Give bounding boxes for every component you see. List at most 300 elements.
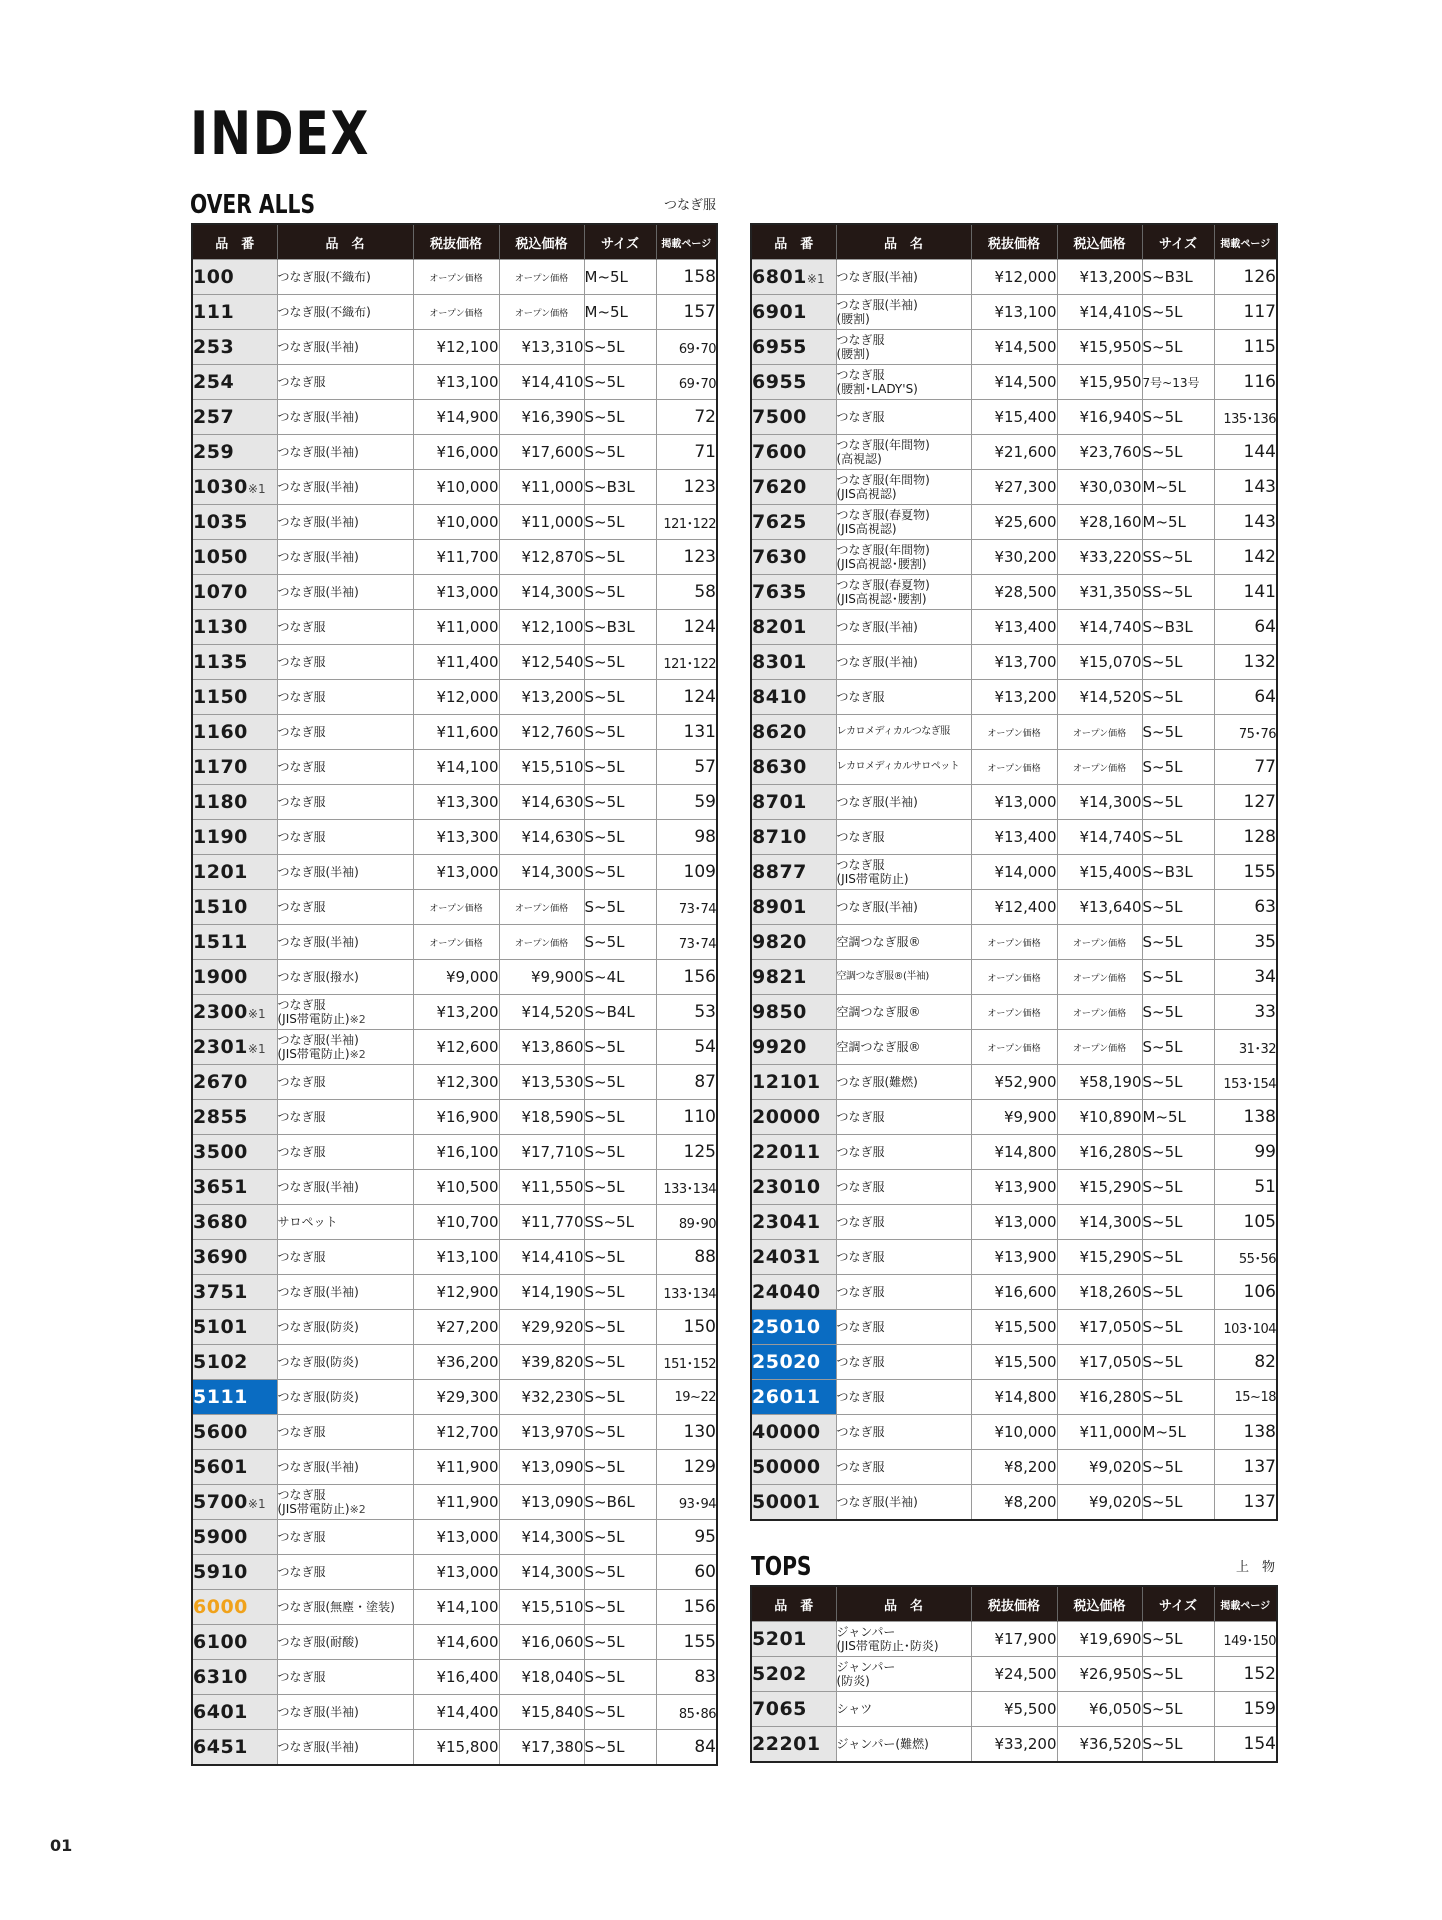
product-code: 5201 bbox=[752, 1628, 807, 1650]
size-range: S~5L bbox=[1142, 680, 1214, 715]
product-code-cell bbox=[192, 995, 277, 1030]
price-in-tax: ¥14,300 bbox=[1057, 1205, 1142, 1240]
product-code-cell bbox=[751, 610, 836, 645]
price-in-tax: ¥29,920 bbox=[499, 1310, 584, 1345]
table-row bbox=[751, 1100, 1277, 1135]
product-code: 22201 bbox=[752, 1733, 821, 1755]
price-in-tax: オープン価格 bbox=[1057, 925, 1142, 960]
price-ex-tax: ¥13,100 bbox=[413, 1240, 499, 1275]
price-in-tax: ¥14,190 bbox=[499, 1275, 584, 1310]
price-in-tax: ¥32,230 bbox=[499, 1380, 584, 1415]
product-name-cell bbox=[836, 610, 971, 645]
price-in-tax: ¥15,950 bbox=[1057, 365, 1142, 400]
product-name-cell bbox=[277, 330, 413, 365]
size-range: SS~5L bbox=[584, 1205, 656, 1240]
product-name-cell bbox=[277, 435, 413, 470]
size-range: M~5L bbox=[1142, 470, 1214, 505]
product-name-cell bbox=[836, 1275, 971, 1310]
product-code-cell bbox=[751, 750, 836, 785]
table-row bbox=[192, 540, 717, 575]
product-name-cell bbox=[277, 1380, 413, 1415]
product-name-cell bbox=[277, 400, 413, 435]
product-name: つなぎ服(半袖) bbox=[277, 515, 359, 529]
product-name: つなぎ服 bbox=[277, 900, 326, 914]
price-in-tax: ¥13,860 bbox=[499, 1030, 584, 1065]
size-range: S~5L bbox=[1142, 645, 1214, 680]
product-name-cell bbox=[277, 1625, 413, 1660]
price-in-tax: ¥36,520 bbox=[1057, 1727, 1142, 1763]
catalog-page: 157 bbox=[656, 295, 717, 330]
price-ex-tax: ¥13,400 bbox=[971, 610, 1057, 645]
product-name: つなぎ服(半袖) bbox=[277, 340, 359, 354]
product-code-cell bbox=[192, 925, 277, 960]
overalls-section-subtitle: つなぎ服 bbox=[664, 198, 717, 213]
product-code: 111 bbox=[193, 301, 235, 323]
price-ex-tax: オープン価格 bbox=[971, 995, 1057, 1030]
product-name: 空調つなぎ服® bbox=[836, 1005, 921, 1019]
table-row bbox=[751, 785, 1277, 820]
product-code-cell bbox=[751, 1345, 836, 1380]
size-range: S~5L bbox=[1142, 925, 1214, 960]
price-ex-tax: ¥15,500 bbox=[971, 1310, 1057, 1345]
size-range: S~5L bbox=[584, 575, 656, 610]
product-code: 257 bbox=[193, 406, 235, 428]
table-row bbox=[192, 1695, 717, 1730]
catalog-page: 34 bbox=[1214, 960, 1277, 995]
price-ex-tax: ¥14,500 bbox=[971, 330, 1057, 365]
product-name-cell bbox=[836, 470, 971, 505]
table-row bbox=[192, 1555, 717, 1590]
product-name: つなぎ服 bbox=[277, 375, 326, 389]
product-code-cell bbox=[192, 1555, 277, 1590]
header-name: 品 名 bbox=[836, 224, 971, 260]
product-name: つなぎ服 bbox=[836, 1145, 885, 1159]
size-range: S~5L bbox=[584, 925, 656, 960]
product-code: 1900 bbox=[193, 966, 248, 988]
product-name-cell bbox=[277, 715, 413, 750]
product-name-cell bbox=[277, 470, 413, 505]
table-row bbox=[751, 855, 1277, 890]
price-ex-tax: オープン価格 bbox=[413, 260, 499, 295]
catalog-page: 99 bbox=[1214, 1135, 1277, 1170]
catalog-page: 141 bbox=[1214, 575, 1277, 610]
product-name: つなぎ服 bbox=[277, 725, 326, 739]
size-range: S~5L bbox=[584, 1275, 656, 1310]
product-code: 6401 bbox=[193, 1701, 248, 1723]
catalog-page: 84 bbox=[656, 1730, 717, 1766]
product-code: 1050 bbox=[193, 546, 248, 568]
product-name: つなぎ服(不織布) bbox=[277, 270, 371, 284]
product-name-cell bbox=[277, 575, 413, 610]
product-code: 8877 bbox=[752, 861, 807, 883]
product-name-detail: (高視認) bbox=[836, 452, 882, 466]
product-code-cell bbox=[192, 785, 277, 820]
price-ex-tax: ¥13,000 bbox=[971, 785, 1057, 820]
product-code-cell bbox=[192, 750, 277, 785]
price-in-tax: ¥30,030 bbox=[1057, 470, 1142, 505]
catalog-page: 103･104 bbox=[1214, 1310, 1277, 1345]
header-price-ex: 税抜価格 bbox=[413, 224, 499, 260]
product-name: つなぎ服(半袖) bbox=[277, 1032, 359, 1047]
product-name-line2 bbox=[837, 382, 971, 396]
product-name-cell bbox=[277, 645, 413, 680]
product-code: 5101 bbox=[193, 1316, 248, 1338]
product-code: 1160 bbox=[193, 721, 248, 743]
size-range: M~5L bbox=[1142, 505, 1214, 540]
price-in-tax: ¥13,090 bbox=[499, 1450, 584, 1485]
table-row bbox=[192, 1450, 717, 1485]
product-name: つなぎ服 bbox=[836, 410, 885, 424]
price-in-tax: オープン価格 bbox=[499, 260, 584, 295]
table-header-row bbox=[751, 224, 1277, 260]
product-code-cell bbox=[751, 330, 836, 365]
product-name-cell bbox=[836, 960, 971, 995]
size-range: S~5L bbox=[1142, 1692, 1214, 1727]
price-ex-tax: ¥12,700 bbox=[413, 1415, 499, 1450]
price-ex-tax: ¥14,500 bbox=[971, 365, 1057, 400]
table-row bbox=[751, 505, 1277, 540]
product-code: 100 bbox=[193, 266, 235, 288]
product-name: サロペット bbox=[277, 1215, 338, 1229]
product-name-cell bbox=[277, 1170, 413, 1205]
price-ex-tax: ¥10,000 bbox=[413, 470, 499, 505]
price-in-tax: ¥17,600 bbox=[499, 435, 584, 470]
catalog-page: 93･94 bbox=[656, 1485, 717, 1520]
price-ex-tax: オープン価格 bbox=[971, 925, 1057, 960]
header-price-ex: 税抜価格 bbox=[971, 224, 1057, 260]
table-row bbox=[192, 1380, 717, 1415]
product-name-cell bbox=[836, 1310, 971, 1345]
product-code-cell bbox=[192, 645, 277, 680]
price-ex-tax: オープン価格 bbox=[971, 750, 1057, 785]
product-name-detail: (腰割) bbox=[836, 312, 870, 326]
overalls-table-left bbox=[191, 223, 718, 1766]
size-range: S~5L bbox=[584, 1310, 656, 1345]
product-name-detail: (JIS高視認･腰割) bbox=[836, 557, 927, 571]
size-range: S~5L bbox=[584, 645, 656, 680]
product-code-cell bbox=[192, 1030, 277, 1065]
header-code: 品 番 bbox=[192, 224, 277, 260]
product-name: つなぎ服 bbox=[836, 1425, 885, 1439]
table-row bbox=[192, 260, 717, 295]
catalog-page: 110 bbox=[656, 1100, 717, 1135]
catalog-page: 64 bbox=[1214, 680, 1277, 715]
catalog-page: 51 bbox=[1214, 1170, 1277, 1205]
size-range: S~5L bbox=[584, 785, 656, 820]
product-name: つなぎ服 bbox=[277, 1145, 326, 1159]
product-code-cell bbox=[192, 680, 277, 715]
product-name-cell bbox=[836, 1135, 971, 1170]
product-code: 2301 bbox=[193, 1036, 248, 1058]
table-row bbox=[751, 435, 1277, 470]
catalog-page: 123 bbox=[656, 540, 717, 575]
price-in-tax: ¥15,400 bbox=[1057, 855, 1142, 890]
product-code-cell bbox=[192, 575, 277, 610]
product-name-cell bbox=[277, 1660, 413, 1695]
product-code-cell bbox=[192, 1310, 277, 1345]
table-row bbox=[192, 365, 717, 400]
product-code-cell bbox=[192, 820, 277, 855]
catalog-page: 129 bbox=[656, 1450, 717, 1485]
product-code-cell bbox=[192, 1485, 277, 1520]
product-name-cell bbox=[836, 645, 971, 680]
size-range: M~5L bbox=[584, 295, 656, 330]
product-code: 5102 bbox=[193, 1351, 248, 1373]
price-in-tax: ¥15,950 bbox=[1057, 330, 1142, 365]
product-name: つなぎ服 bbox=[277, 1075, 326, 1089]
product-name-cell bbox=[277, 1030, 413, 1065]
product-code-cell bbox=[192, 435, 277, 470]
price-in-tax: ¥9,020 bbox=[1057, 1450, 1142, 1485]
catalog-page: 72 bbox=[656, 400, 717, 435]
price-in-tax: ¥14,410 bbox=[499, 365, 584, 400]
catalog-page: 53 bbox=[656, 995, 717, 1030]
table-row bbox=[751, 680, 1277, 715]
price-ex-tax: ¥13,000 bbox=[413, 1520, 499, 1555]
product-name: つなぎ服 bbox=[836, 1355, 885, 1369]
product-name-cell bbox=[277, 855, 413, 890]
product-name-cell bbox=[836, 575, 971, 610]
catalog-page: 137 bbox=[1214, 1485, 1277, 1521]
price-ex-tax: ¥16,400 bbox=[413, 1660, 499, 1695]
page-title: INDEX bbox=[190, 99, 371, 169]
catalog-page: 19~22 bbox=[656, 1380, 717, 1415]
product-name: つなぎ服(年間物) bbox=[836, 543, 930, 557]
size-range: S~5L bbox=[584, 1380, 656, 1415]
header-code: 品 番 bbox=[751, 224, 836, 260]
catalog-page: 130 bbox=[656, 1415, 717, 1450]
product-name-cell bbox=[836, 1065, 971, 1100]
price-ex-tax: ¥11,400 bbox=[413, 645, 499, 680]
size-range: S~5L bbox=[584, 1170, 656, 1205]
price-in-tax: ¥23,760 bbox=[1057, 435, 1142, 470]
price-ex-tax: ¥14,600 bbox=[413, 1625, 499, 1660]
table-row bbox=[192, 715, 717, 750]
product-code-cell bbox=[192, 1590, 277, 1625]
product-name-cell bbox=[836, 295, 971, 330]
size-range: S~B3L bbox=[584, 470, 656, 505]
product-name: つなぎ服 bbox=[277, 1425, 326, 1439]
product-name-cell bbox=[277, 1275, 413, 1310]
product-name: つなぎ服(春夏物) bbox=[836, 578, 930, 592]
price-ex-tax: ¥14,800 bbox=[971, 1380, 1057, 1415]
price-ex-tax: ¥8,200 bbox=[971, 1450, 1057, 1485]
catalog-page: 156 bbox=[656, 960, 717, 995]
product-name: つなぎ服(半袖) bbox=[277, 480, 359, 494]
product-code: 3500 bbox=[193, 1141, 248, 1163]
product-name: つなぎ服(半袖) bbox=[277, 1285, 359, 1299]
price-in-tax: ¥15,510 bbox=[499, 750, 584, 785]
catalog-page: 88 bbox=[656, 1240, 717, 1275]
header-code: 品 番 bbox=[751, 1586, 836, 1622]
catalog-page: 135･136 bbox=[1214, 400, 1277, 435]
product-code: 8901 bbox=[752, 896, 807, 918]
catalog-page: 105 bbox=[1214, 1205, 1277, 1240]
price-ex-tax: ¥27,300 bbox=[971, 470, 1057, 505]
catalog-page: 149･150 bbox=[1214, 1622, 1277, 1657]
price-ex-tax: ¥16,100 bbox=[413, 1135, 499, 1170]
price-in-tax: ¥13,970 bbox=[499, 1415, 584, 1450]
price-ex-tax: ¥13,700 bbox=[971, 645, 1057, 680]
product-code-note: ※1 bbox=[247, 482, 266, 496]
product-code-cell bbox=[192, 610, 277, 645]
product-code-cell bbox=[751, 925, 836, 960]
product-code: 23041 bbox=[752, 1211, 821, 1233]
product-code: 1030 bbox=[193, 476, 248, 498]
table-row bbox=[751, 1692, 1277, 1727]
catalog-page: 106 bbox=[1214, 1275, 1277, 1310]
product-name: つなぎ服 bbox=[277, 1110, 326, 1124]
header-size: サイズ bbox=[1142, 224, 1214, 260]
product-code: 24031 bbox=[752, 1246, 821, 1268]
product-name: つなぎ服(不織布) bbox=[277, 305, 371, 319]
size-range: S~B6L bbox=[584, 1485, 656, 1520]
product-code-cell bbox=[751, 1727, 836, 1763]
product-name: つなぎ服 bbox=[836, 690, 885, 704]
catalog-page: 109 bbox=[656, 855, 717, 890]
product-name-line2 bbox=[837, 1639, 971, 1653]
product-name: つなぎ服 bbox=[277, 620, 326, 634]
price-in-tax: ¥14,740 bbox=[1057, 820, 1142, 855]
product-name: つなぎ服 bbox=[277, 1487, 326, 1502]
table-header-row bbox=[192, 224, 717, 260]
price-ex-tax: オープン価格 bbox=[971, 715, 1057, 750]
table-row bbox=[192, 645, 717, 680]
price-ex-tax: ¥21,600 bbox=[971, 435, 1057, 470]
price-in-tax: ¥12,100 bbox=[499, 610, 584, 645]
product-name-detail: (腰割･LADY'S) bbox=[836, 382, 918, 396]
catalog-page: 69･70 bbox=[656, 330, 717, 365]
table-row bbox=[192, 1240, 717, 1275]
table-row bbox=[192, 1030, 717, 1065]
price-ex-tax: ¥11,900 bbox=[413, 1450, 499, 1485]
size-range: S~5L bbox=[584, 1345, 656, 1380]
price-ex-tax: ¥12,300 bbox=[413, 1065, 499, 1100]
product-name-cell bbox=[277, 1555, 413, 1590]
product-name: 空調つなぎ服® bbox=[836, 1040, 921, 1054]
price-ex-tax: ¥12,000 bbox=[971, 260, 1057, 295]
product-code-cell bbox=[192, 1100, 277, 1135]
page-number: 01 bbox=[50, 1836, 73, 1855]
table-row bbox=[192, 925, 717, 960]
size-range: S~5L bbox=[584, 1695, 656, 1730]
product-code-cell bbox=[192, 1170, 277, 1205]
product-code: 6901 bbox=[752, 301, 807, 323]
size-range: S~5L bbox=[1142, 1657, 1214, 1692]
table-row bbox=[192, 1065, 717, 1100]
product-name-cell bbox=[836, 715, 971, 750]
product-name-line2 bbox=[278, 1012, 413, 1027]
price-in-tax: ¥16,390 bbox=[499, 400, 584, 435]
table-row bbox=[192, 960, 717, 995]
size-range: S~B3L bbox=[584, 610, 656, 645]
table-row bbox=[751, 1205, 1277, 1240]
product-code-cell bbox=[192, 1730, 277, 1766]
catalog-page: 95 bbox=[656, 1520, 717, 1555]
price-in-tax: ¥13,640 bbox=[1057, 890, 1142, 925]
product-name-line2 bbox=[837, 557, 971, 571]
product-name-cell bbox=[836, 330, 971, 365]
table-row bbox=[192, 750, 717, 785]
price-in-tax: ¥15,290 bbox=[1057, 1170, 1142, 1205]
price-in-tax: ¥14,520 bbox=[1057, 680, 1142, 715]
price-ex-tax: ¥52,900 bbox=[971, 1065, 1057, 1100]
product-code: 9850 bbox=[752, 1001, 807, 1023]
price-in-tax: ¥9,020 bbox=[1057, 1485, 1142, 1521]
table-row bbox=[751, 470, 1277, 505]
price-in-tax: オープン価格 bbox=[499, 925, 584, 960]
catalog-page: 33 bbox=[1214, 995, 1277, 1030]
product-name: つなぎ服(防炎) bbox=[277, 1320, 359, 1334]
product-code-cell bbox=[192, 1520, 277, 1555]
price-ex-tax: ¥13,900 bbox=[971, 1170, 1057, 1205]
product-code: 7630 bbox=[752, 546, 807, 568]
product-code-cell bbox=[192, 715, 277, 750]
product-code: 5111 bbox=[193, 1386, 248, 1408]
size-range: S~5L bbox=[1142, 295, 1214, 330]
price-in-tax: ¥9,900 bbox=[499, 960, 584, 995]
product-name-cell bbox=[836, 820, 971, 855]
product-name-cell bbox=[277, 1065, 413, 1100]
catalog-page: 154 bbox=[1214, 1727, 1277, 1763]
size-range: S~5L bbox=[584, 540, 656, 575]
table-row bbox=[192, 1205, 717, 1240]
product-name-cell bbox=[277, 1590, 413, 1625]
table-row bbox=[192, 1485, 717, 1520]
product-name: つなぎ服 bbox=[277, 1670, 326, 1684]
product-code-cell bbox=[192, 890, 277, 925]
product-code: 50000 bbox=[752, 1456, 821, 1478]
product-code: 6000 bbox=[193, 1596, 248, 1618]
price-ex-tax: ¥13,000 bbox=[413, 1555, 499, 1590]
product-code-cell bbox=[192, 1450, 277, 1485]
table-row bbox=[192, 470, 717, 505]
product-name: つなぎ服(半袖) bbox=[277, 445, 359, 459]
product-name-cell bbox=[836, 1622, 971, 1657]
size-range: S~5L bbox=[584, 680, 656, 715]
table-row bbox=[751, 1030, 1277, 1065]
price-in-tax: オープン価格 bbox=[1057, 995, 1142, 1030]
price-ex-tax: ¥17,900 bbox=[971, 1622, 1057, 1657]
price-in-tax: ¥14,520 bbox=[499, 995, 584, 1030]
product-name: つなぎ服 bbox=[836, 1390, 885, 1404]
price-in-tax: ¥14,300 bbox=[1057, 785, 1142, 820]
product-code-cell bbox=[751, 575, 836, 610]
product-code-cell bbox=[751, 1692, 836, 1727]
product-code: 8630 bbox=[752, 756, 807, 778]
product-name-cell bbox=[277, 1485, 413, 1520]
product-name-cell bbox=[277, 1135, 413, 1170]
price-ex-tax: ¥13,000 bbox=[971, 1205, 1057, 1240]
product-name-cell bbox=[277, 505, 413, 540]
size-range: S~5L bbox=[1142, 820, 1214, 855]
product-code-cell bbox=[751, 540, 836, 575]
table-row bbox=[751, 1275, 1277, 1310]
table-row bbox=[192, 820, 717, 855]
size-range: S~5L bbox=[584, 1520, 656, 1555]
product-name: つなぎ服 bbox=[836, 333, 885, 347]
product-name-cell bbox=[836, 1170, 971, 1205]
product-code-cell bbox=[192, 1205, 277, 1240]
price-in-tax: ¥15,510 bbox=[499, 1590, 584, 1625]
header-page: 掲載ページ bbox=[1214, 224, 1277, 260]
price-ex-tax: ¥12,900 bbox=[413, 1275, 499, 1310]
product-name: つなぎ服 bbox=[277, 1565, 326, 1579]
catalog-page: 115 bbox=[1214, 330, 1277, 365]
size-range: S~5L bbox=[1142, 400, 1214, 435]
size-range: S~5L bbox=[584, 750, 656, 785]
price-in-tax: ¥17,380 bbox=[499, 1730, 584, 1766]
